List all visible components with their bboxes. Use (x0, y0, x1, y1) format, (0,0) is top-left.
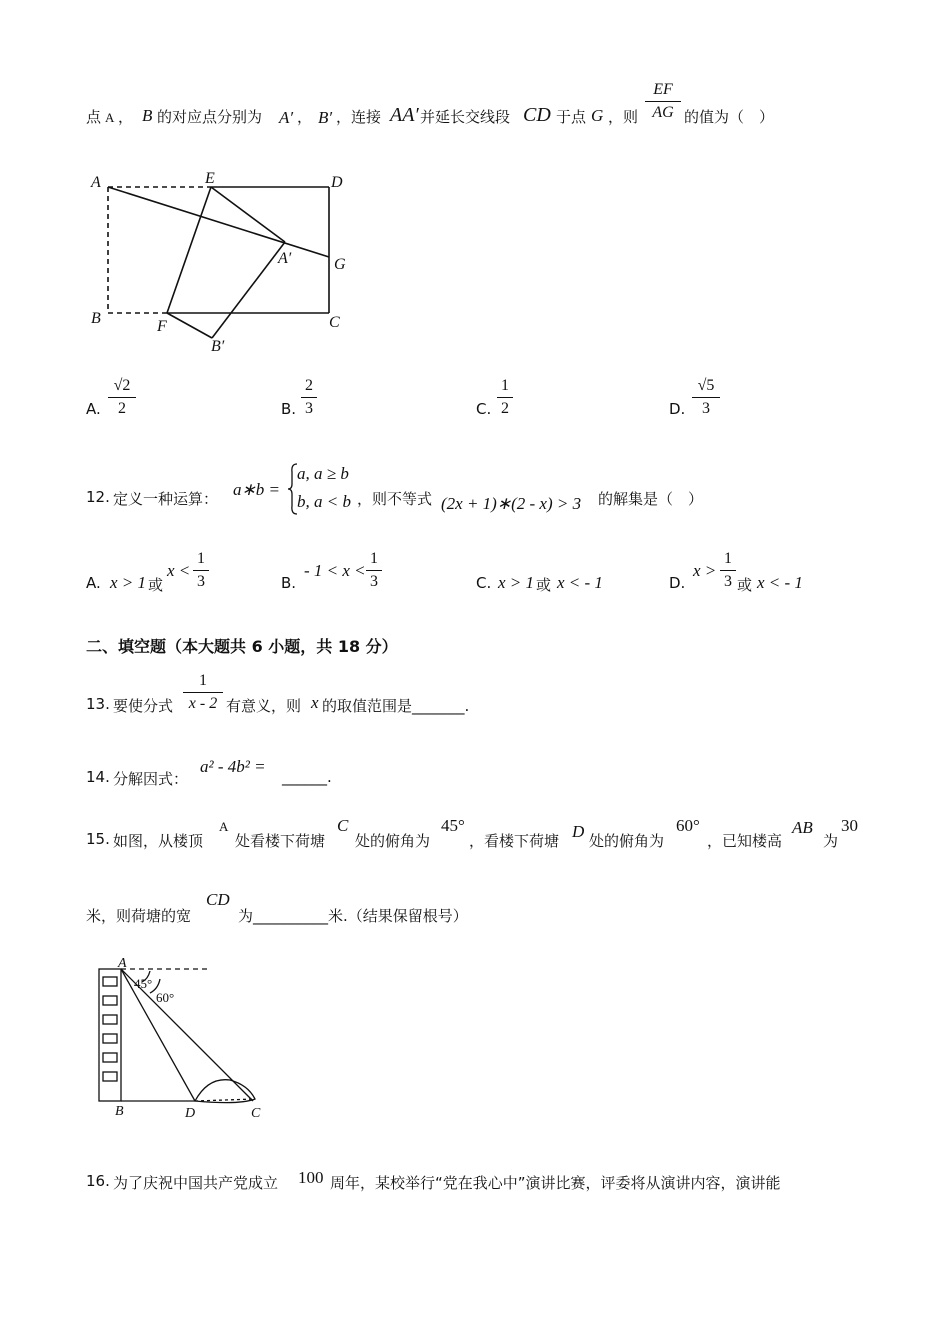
fig-window-2 (103, 996, 117, 1005)
q11-point-b-prime: B′ (318, 108, 333, 127)
fig-crease-ef (167, 187, 211, 313)
q11-option-c-fraction: 1 2 (497, 376, 513, 419)
q11-comma-2: ， (297, 108, 313, 126)
q15-angle-60: 60° (676, 816, 700, 835)
q15-text-6: ，已知楼高 (707, 832, 783, 850)
q11-text-7: 的值为（ ） (684, 108, 775, 126)
q13-var-x: x (311, 693, 319, 712)
q12-option-a-pre: x > 1 (110, 573, 147, 592)
q11-rectangle-fold-figure (80, 165, 380, 360)
fig15-label-d: D (185, 1106, 196, 1121)
fig-label-c: C (329, 314, 340, 331)
q16-text-1: 为了庆祝中国共产党成立 (113, 1174, 279, 1192)
q12-case-2: b, a < b (297, 492, 351, 511)
fig-label-b-prime: B′ (211, 338, 225, 355)
q11-option-b-fraction: 2 3 (301, 376, 317, 419)
q13-text-1: 要使分式 (113, 697, 174, 715)
q15-text-4: ，看楼下荷塘 (469, 832, 560, 850)
q11-option-b-letter: B. (281, 400, 297, 418)
q12-option-a-letter: A. (86, 574, 101, 592)
q12-text-1: 定义一种运算： (113, 490, 219, 508)
q15-number: 15. (86, 830, 110, 848)
q12-option-c-or: 或 (536, 576, 552, 594)
q11-point-g: G (591, 106, 604, 125)
q11-segment-cd: CD (523, 104, 551, 126)
q12-option-d-fraction: 1 3 (720, 549, 736, 592)
q12-option-b-lhs: - 1 < x < (304, 561, 366, 580)
q15-point-a: A (219, 819, 229, 834)
q16-text-2: 周年，某校举行“党在我心中”演讲比赛，评委将从演讲内容，演讲能 (330, 1174, 781, 1192)
fig-sight-line-d (121, 969, 195, 1101)
q12-option-a-fraction: 1 3 (193, 549, 209, 592)
q12-option-d-post: x < - 1 (757, 573, 803, 592)
q12-option-c-pre: x > 1 (498, 573, 535, 592)
q14-blank: ______. (282, 768, 332, 786)
q15-text-7: 为 (823, 832, 839, 850)
q11-point-a: A (105, 110, 115, 125)
q15-point-c: C (337, 816, 349, 835)
fig-window-3 (103, 1015, 117, 1024)
q12-operation: a∗b = (233, 480, 280, 499)
q11-fraction-ef-ag (645, 80, 681, 123)
q11-text-6: ，则 (608, 108, 639, 126)
q15-height: 30 (841, 816, 858, 835)
q11-segment-aa-prime: AA′ (390, 104, 419, 126)
fig-window-1 (103, 977, 117, 986)
fig-label-a-prime: A′ (278, 250, 292, 267)
q11-text-2: 的对应点分别为 (157, 108, 263, 126)
q15-text-5: 处的俯角为 (589, 832, 665, 850)
fig-edge-fb-prime (167, 313, 212, 338)
q15-segment-ab: AB (792, 818, 813, 837)
q11-option-d-letter: D. (669, 400, 686, 418)
q13-number: 13. (86, 695, 110, 713)
fig-label-d: D (331, 174, 343, 191)
fig15-angle-45: 45° (134, 976, 153, 991)
q15-line2-text-1: 米，则荷塘的宽 (86, 907, 192, 925)
q12-option-c-letter: C. (476, 574, 492, 592)
q15-segment-cd: CD (206, 890, 230, 909)
fig-label-f: F (157, 318, 167, 335)
fig-label-b: B (91, 310, 101, 327)
q16-number: 16. (86, 1172, 110, 1190)
q12-option-d-or: 或 (737, 576, 753, 594)
q14-expression: a² - 4b² = (200, 757, 266, 776)
fig-label-g: G (334, 256, 346, 273)
q11-comma-1: ， (118, 108, 134, 126)
q11-text-4: 并延长交线段 (420, 108, 511, 126)
q11-text-3: ，连接 (336, 108, 382, 126)
fig-line-ag (108, 187, 329, 257)
fig-label-e: E (205, 170, 215, 187)
q11-option-a-letter: A. (86, 400, 101, 418)
q12-option-b-letter: B. (281, 574, 297, 592)
q12-case-1: a, a ≥ b (297, 464, 349, 483)
q12-inequality: (2x + 1)∗(2 - x) > 3 (441, 494, 582, 513)
q16-number-100: 100 (298, 1168, 324, 1187)
q13-text-3: 的取值范围是_______. (322, 697, 470, 715)
q13-fraction: 1 x - 2 (183, 671, 223, 714)
q11-point-b: B (142, 106, 153, 125)
q15-text-2: 处看楼下荷塘 (235, 832, 326, 850)
q15-text-3: 处的俯角为 (355, 832, 431, 850)
q15-text-1: 如图，从楼顶 (113, 832, 204, 850)
fig15-label-b: B (115, 1104, 124, 1119)
q12-option-a-or: 或 (148, 576, 164, 594)
q15-line2-text-2: 为__________米.（结果保留根号） (238, 907, 468, 925)
section-heading: 二、填空题（本大题共 6 小题，共 18 分） (86, 637, 398, 656)
q11-frac-num: EF (653, 81, 673, 98)
q15-building-pond-figure (90, 955, 280, 1125)
q12-text-2: ，则不等式 (357, 490, 433, 508)
q15-point-d: D (572, 822, 585, 841)
q14-text-1: 分解因式： (113, 770, 189, 788)
fig-window-6 (103, 1072, 117, 1081)
fig-pond (195, 1080, 255, 1103)
fig-label-a: A (91, 174, 101, 191)
fig-edge-ea-prime (211, 187, 285, 242)
fig15-label-a: A (118, 956, 127, 971)
q11-text-5: 于点 (556, 108, 587, 126)
q12-option-d-letter: D. (669, 574, 686, 592)
fig15-angle-60: 60° (156, 990, 175, 1005)
q14-number: 14. (86, 768, 110, 786)
q12-option-c-post: x < - 1 (557, 573, 603, 592)
fig-edge-a-prime-b-prime (212, 242, 285, 338)
fig-window-4 (103, 1034, 117, 1043)
q12-option-a-lhs: x < (167, 561, 191, 580)
q12-option-b-fraction: 1 3 (366, 549, 382, 592)
q11-option-c-letter: C. (476, 400, 492, 418)
q12-option-d-lhs: x > (693, 561, 717, 580)
fig15-label-c: C (251, 1106, 261, 1121)
q13-text-2: 有意义，则 (226, 697, 302, 715)
q12-text-3: 的解集是（ ） (598, 490, 704, 508)
q11-option-a-fraction: √2 2 (108, 376, 136, 419)
q11-text-1: 点 (86, 108, 102, 126)
q11-frac-den: AG (652, 104, 674, 121)
q11-option-d-fraction: √5 3 (692, 376, 720, 419)
q11-point-a-prime: A′ (279, 108, 294, 127)
q12-number: 12. (86, 488, 110, 506)
fig-window-5 (103, 1053, 117, 1062)
q15-angle-45: 45° (441, 816, 465, 835)
